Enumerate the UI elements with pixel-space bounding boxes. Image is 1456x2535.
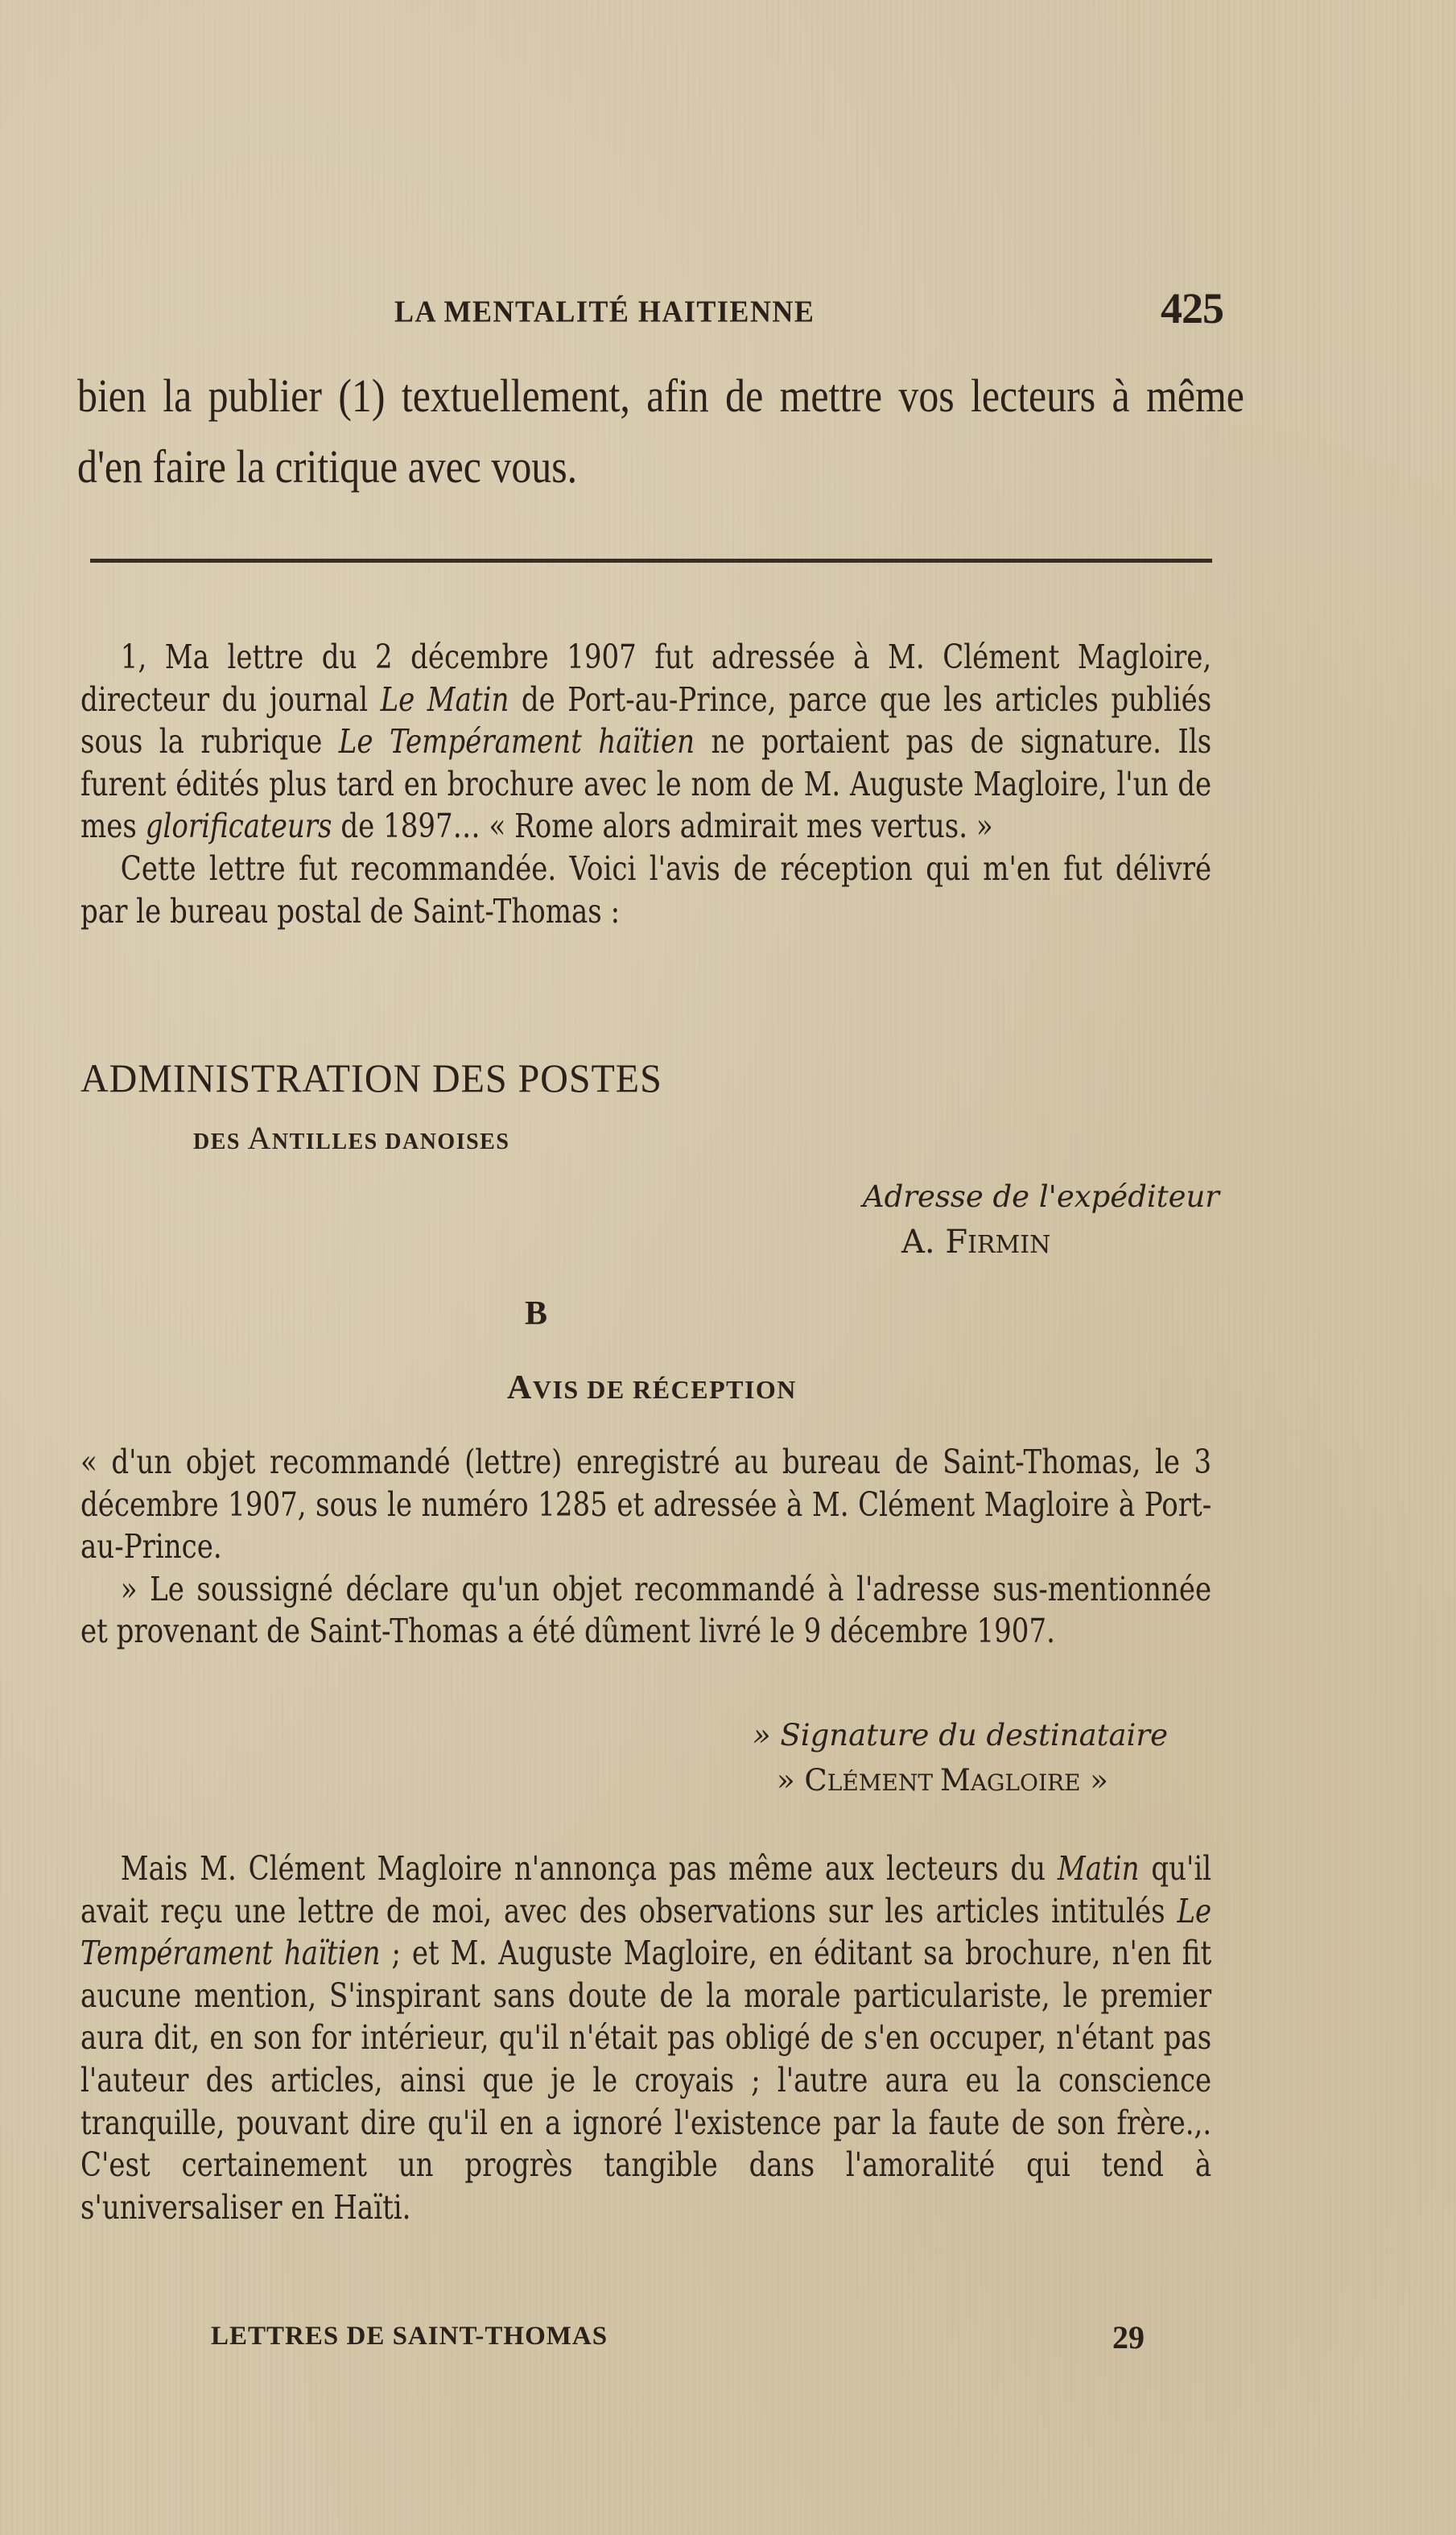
- receipt-title: AVIS DE RÉCEPTION: [507, 1369, 797, 1406]
- italic-term: glorificateurs: [145, 807, 332, 846]
- main-text-paragraph: bien la publier (1) textuellement, afin de mettre vos lecteurs à même d'en faire la critique avec vous.: [77, 370, 1244, 493]
- signature-block: [753, 1713, 1252, 1806]
- receipt-paragraph-1: « d'un objet recommandé (lettre) enregistré au bureau de Saint-Thomas, le 3 décembre 1907, sous le numéro 1285 et adressée à M. Clément Magloire à Port-au-Prince.: [80, 1443, 1212, 1567]
- sender-name: A. FIRMIN: [901, 1224, 1051, 1261]
- footer-sheet-number: 29: [1112, 2319, 1145, 2355]
- signature-name: » CLÉMENT MAGLOIRE »: [777, 1763, 1108, 1798]
- receipt-paragraph-2: » Le soussigné déclare qu'un objet recommandé à l'adresse sus-mentionnée et provenant de Saint-Thomas a été dûment livré le 9 décembre 1907.: [80, 1569, 1212, 1651]
- receipt-admin-subtitle: DES ANTILLES DANOISES: [193, 1120, 510, 1156]
- running-head: [394, 283, 1223, 332]
- closing-block: [80, 1848, 1211, 2228]
- receipt-admin-title: ADMINISTRATION DES POSTES: [80, 1055, 662, 1100]
- footer-signature-line: [211, 2318, 1145, 2359]
- footer-signature-mark: LETTRES DE SAINT-THOMAS: [211, 2322, 608, 2351]
- footnote-block: [80, 636, 1211, 932]
- rubric-title: Le Tempérament haïtien: [338, 722, 695, 762]
- running-title: LA MENTALITÉ HAITIENNE: [394, 295, 815, 328]
- newspaper-title: Matin: [1057, 1849, 1140, 1888]
- receipt-text-block: [80, 1441, 1211, 1653]
- rubric-title: Le Tempérament haïtien: [80, 1891, 1212, 1973]
- page-number: 425: [1161, 284, 1223, 332]
- receipt-letter-code: B: [525, 1295, 548, 1332]
- closing-paragraph: Mais M. Clément Magloire n'annonça pas même aux lecteurs du Matin qu'il avait reçu une lettre de moi, avec des observations sur les articles intitulés Le Tempérament haïtien ; et M. Auguste Magloire, en éditant sa brochure, n'en fit aucune mention, S'inspirant sans doute de la morale particulariste, le premier aura dit, en son for intérieur, qu'il n'était pas obligé de s'en occuper, n'étant pas l'auteur des articles, ainsi que je le croyais ; l'autre aura eu la conscience tranquille, pouvant dire qu'il en a ignoré l'existence par la faute de son frère.,. C'est certainement un progrès tangible dans l'amoralité qui tend à s'universaliser en Haïti.: [80, 1849, 1212, 2227]
- footnote-paragraph-2: Cette lettre fut recommandée. Voici l'avis de réception qui m'en fut délivré par le bureau postal de Saint-Thomas :: [80, 848, 1212, 931]
- footnote-marker: 1,: [120, 638, 147, 676]
- signature-label: » Signature du destinataire: [753, 1718, 1168, 1753]
- footnote-paragraph-1: 1, Ma lettre du 2 décembre 1907 fut adressée à M. Clément Magloire, directeur du journal Le Matin de Port-au-Prince, parce que les articles publiés sous la rubrique Le Tempérament haïtien ne portaient pas de signature. Ils furent édités plus tard en brochure avec le nom de M. Auguste Magloire, l'un de mes glorificateurs de 1897… « Rome alors admirait mes vertus. »: [80, 638, 1212, 846]
- sender-address-label: Adresse de l'expéditeur: [862, 1179, 1219, 1214]
- newspaper-title: Le Matin: [380, 679, 509, 719]
- footnote-divider-rule: [90, 559, 1212, 563]
